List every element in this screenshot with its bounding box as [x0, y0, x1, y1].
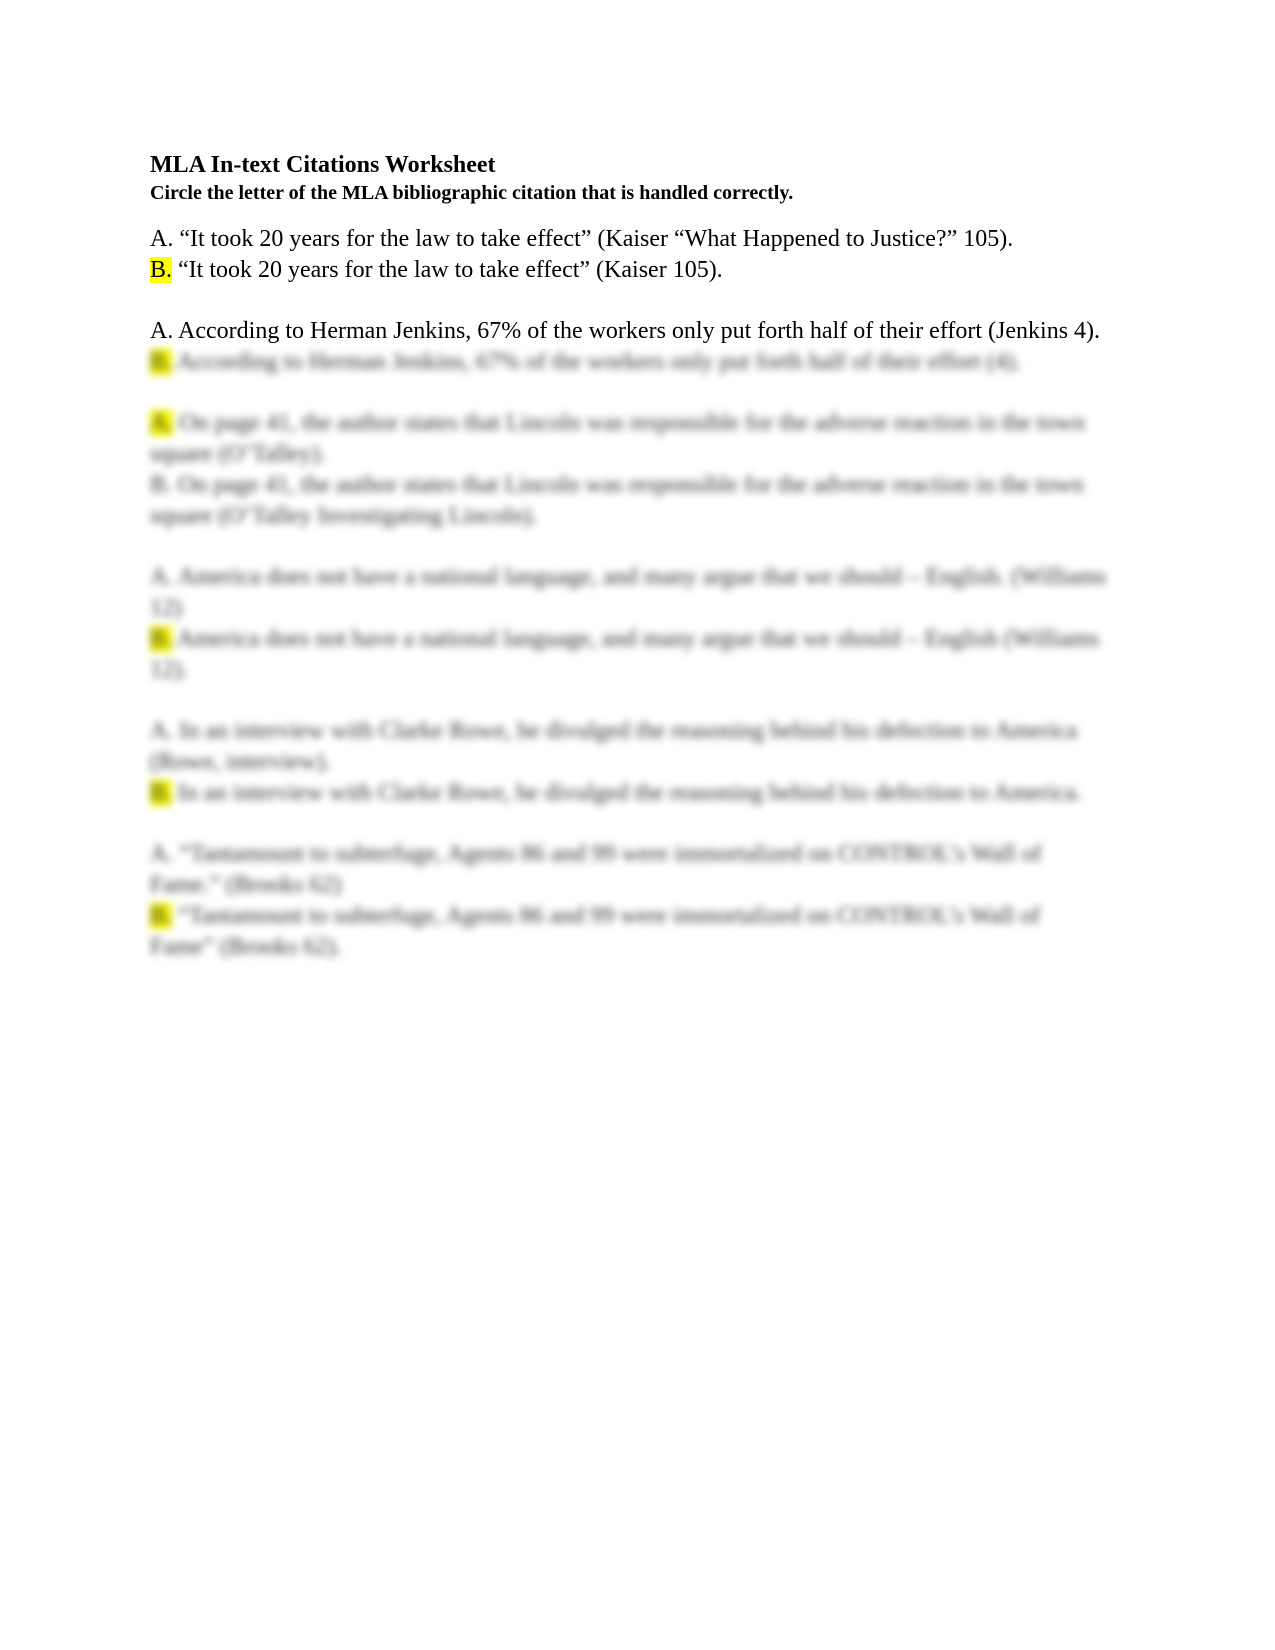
question-6-option-a[interactable] [150, 839, 1110, 901]
question-5 [150, 716, 1110, 809]
question-6 [150, 839, 1110, 963]
option-letter: A. [150, 718, 174, 744]
option-text: America does not have a national language, and many argue that we should – English (Williams 12). [150, 626, 1100, 683]
question-2-option-b[interactable] [150, 347, 1110, 378]
option-text: “Tantamount to subterfuge, Agents 86 and 99 were immortalized on CONTROL’s Wall of Fame.” (Brooks 62) [150, 841, 1042, 898]
worksheet-title: MLA In-text Citations Worksheet [150, 152, 496, 178]
option-letter-highlighted: A. [150, 410, 174, 436]
question-4-option-b[interactable] [150, 624, 1110, 686]
option-text: On page 41, the author states that Lincoln was responsible for the adverse reaction in the town square (O’Talley). [150, 410, 1086, 467]
question-4-option-a[interactable] [150, 562, 1110, 624]
question-6-option-b[interactable] [150, 901, 1110, 963]
option-text: America does not have a national language, and many argue that we should – English. (Williams 12) [150, 564, 1107, 621]
option-text: “It took 20 years for the law to take effect” (Kaiser “What Happened to Justice?” 105). [179, 226, 1014, 252]
option-letter-highlighted: B. [150, 349, 173, 375]
question-1 [150, 224, 1110, 286]
option-letter-highlighted: B. [150, 626, 173, 652]
option-letter: A. [150, 318, 174, 344]
question-3-option-b[interactable] [150, 470, 1110, 532]
option-text: “It took 20 years for the law to take effect” (Kaiser 105). [178, 257, 723, 283]
option-letter-highlighted: B. [150, 780, 173, 806]
question-4 [150, 562, 1110, 686]
option-text: According to Herman Jenkins, 67% of the workers only put forth half of their effort (Jenkins 4). [178, 318, 1101, 344]
question-3 [150, 408, 1110, 532]
option-letter-highlighted: B. [150, 257, 173, 283]
question-3-option-a[interactable] [150, 408, 1110, 470]
question-5-option-a[interactable] [150, 716, 1110, 778]
worksheet-content [150, 150, 1110, 993]
option-letter-highlighted: B. [150, 903, 173, 929]
option-letter: A. [150, 564, 174, 590]
option-letter: A. [150, 226, 174, 252]
question-1-option-b[interactable] [150, 255, 1110, 286]
question-5-option-b[interactable] [150, 778, 1110, 809]
option-letter: B. [150, 472, 173, 498]
option-text: In an interview with Clarke Rowe, he divulged the reasoning behind his defection to America. [178, 780, 1082, 806]
option-letter: A. [150, 841, 174, 867]
worksheet-instruction: Circle the letter of the MLA bibliographic citation that is handled correctly. [150, 182, 794, 204]
option-text: “Tantamount to subterfuge, Agents 86 and 99 were immortalized on CONTROL’s Wall of Fame” (Brooks 62). [150, 903, 1041, 960]
question-2-option-a[interactable] [150, 316, 1110, 347]
question-1-option-a[interactable] [150, 224, 1110, 255]
option-text: On page 41, the author states that Lincoln was responsible for the adverse reaction in the town square (O’Talley Investigating Lincoln). [150, 472, 1084, 529]
option-text: In an interview with Clarke Rowe, he divulged the reasoning behind his defection to America (Rowe, interview). [150, 718, 1078, 775]
option-text: According to Herman Jenkins, 67% of the workers only put forth half of their effort (4). [176, 349, 1021, 375]
question-2 [150, 316, 1110, 378]
